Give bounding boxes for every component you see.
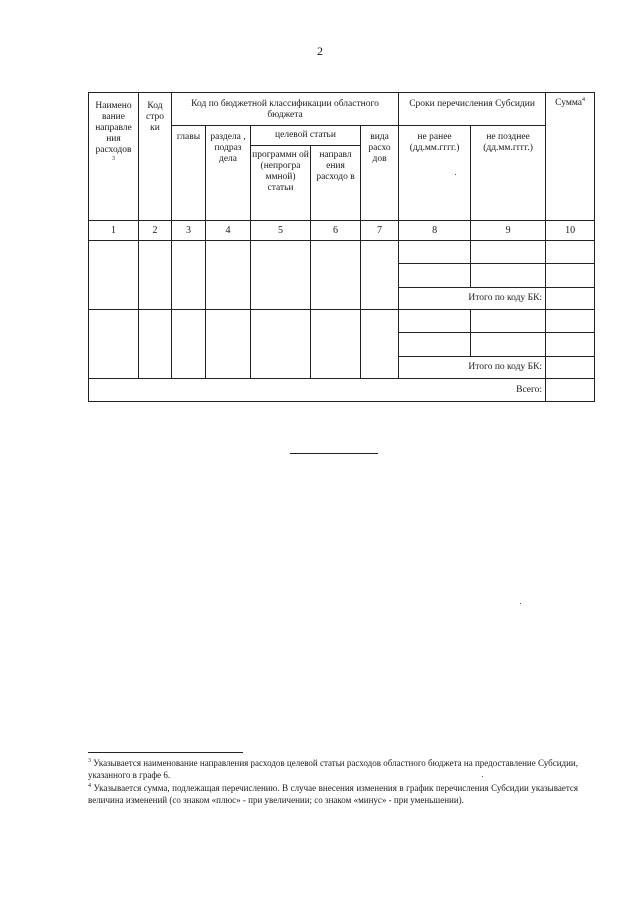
table-cell <box>399 264 471 288</box>
total-value <box>546 379 595 402</box>
header-line-code: Код стро ки <box>139 93 172 221</box>
table-cell <box>361 241 399 310</box>
table-cell <box>206 241 251 310</box>
scan-speck <box>520 603 521 604</box>
total-label: Всего: <box>89 379 546 402</box>
scan-speck <box>455 174 456 175</box>
table-cell <box>546 333 595 357</box>
subtotal-label: Итого по коду БК: <box>399 357 546 379</box>
column-number: 9 <box>471 221 546 241</box>
footnote-text: Указывается сумма, подлежащая перечислению. В случае внесения изменения в график перечисления Субсидии указывается величина изменений (со знаком «плюс» - при увеличении; со знаком «минус» - при уменьшении). <box>88 783 578 806</box>
table-cell <box>139 241 172 310</box>
table-cell <box>139 310 172 379</box>
table-cell <box>311 310 361 379</box>
header-expense-type: вида расхо дов <box>361 126 399 221</box>
table-cell <box>251 310 311 379</box>
column-number: 2 <box>139 221 172 241</box>
table-cell <box>251 241 311 310</box>
footnote-3 <box>88 757 578 781</box>
footnote-4 <box>88 782 578 806</box>
table-cell <box>546 310 595 333</box>
column-number: 6 <box>311 221 361 241</box>
header-chapter: главы <box>172 126 206 221</box>
subtotal-label: Итого по коду БК: <box>399 288 546 310</box>
table-cell <box>172 310 206 379</box>
table-cell <box>471 310 546 333</box>
table-cell <box>172 241 206 310</box>
table-row <box>89 310 595 333</box>
header-section-subsection: раздела , подраз дела <box>206 126 251 221</box>
table-cell <box>399 310 471 333</box>
column-number: 4 <box>206 221 251 241</box>
table-cell <box>89 241 139 310</box>
header-sum: Сумма$^4$ <box>546 93 595 221</box>
column-number: 8 <box>399 221 471 241</box>
header-budget-classification-code: Код по бюджетной классификации областного бюджета <box>172 93 399 126</box>
table-row <box>89 241 595 264</box>
header-transfer-terms: Сроки перечисления Субсидии <box>399 93 546 126</box>
footnote-text: Указывается наименование направления расходов целевой статьи расходов областного бюджета на предоставление Субсидии, указанного в графе 6. <box>88 758 579 781</box>
table-cell <box>471 333 546 357</box>
table-cell <box>206 310 251 379</box>
table-cell <box>471 241 546 264</box>
table-cell <box>361 310 399 379</box>
header-target-item: целевой статьи <box>251 126 361 146</box>
column-number: 5 <box>251 221 311 241</box>
footnote-separator <box>88 752 243 753</box>
header-not-later: не позднее (дд.мм.гггг.) <box>471 126 546 221</box>
table-cell <box>546 241 595 264</box>
section-divider-line <box>290 453 378 454</box>
footnote-mark: 3 <box>88 758 91 764</box>
column-number: 1 <box>89 221 139 241</box>
subsidy-transfer-schedule-table <box>88 92 595 402</box>
table-cell <box>89 310 139 379</box>
column-number: 10 <box>546 221 595 241</box>
subtotal-value <box>546 357 595 379</box>
header-expense-direction: направл ения расходо в <box>311 146 361 221</box>
header-program-item: программн ой (непрогра ммной) статьи <box>251 146 311 221</box>
table-cell <box>311 241 361 310</box>
table-cell <box>399 241 471 264</box>
subtotal-value <box>546 288 595 310</box>
header-not-earlier: не ранее (дд.мм.гггг.) <box>399 126 471 221</box>
footnote-mark: 4 <box>88 783 91 789</box>
total-row <box>89 379 595 402</box>
column-number: 7 <box>361 221 399 241</box>
page-number: 2 <box>317 44 323 58</box>
table-cell <box>471 264 546 288</box>
column-number: 3 <box>172 221 206 241</box>
table-cell <box>546 264 595 288</box>
header-expense-direction-name: Наимено вание направле ния расходов $^3$ <box>89 93 139 221</box>
table-cell <box>399 333 471 357</box>
